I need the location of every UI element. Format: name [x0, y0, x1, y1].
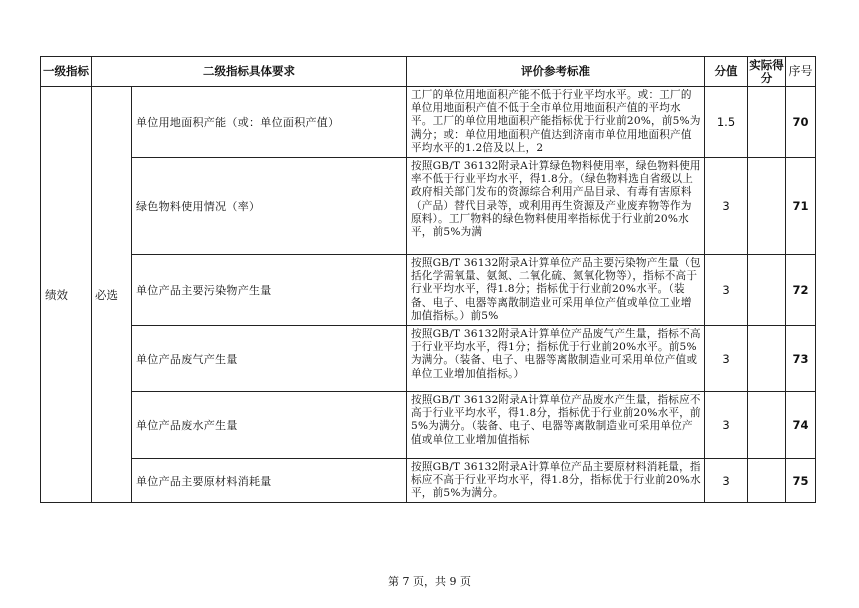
requirement-cell: 单位产品主要污染物产生量 [132, 255, 407, 326]
seq-cell: 75 [786, 459, 816, 503]
header-actual: 实际得分 [749, 57, 784, 85]
header-level2: 二级指标具体要求 [92, 57, 407, 87]
actual-score-cell [748, 459, 786, 503]
page-footer: 第 7 页，共 9 页 [388, 575, 471, 588]
seq-cell: 73 [786, 326, 816, 392]
actual-score-cell [748, 392, 786, 459]
requirement-cell: 单位用地面积产能（或：单位面积产值） [132, 87, 407, 158]
table-row [41, 459, 816, 503]
seq-cell: 74 [786, 392, 816, 459]
seq-cell: 72 [786, 255, 816, 326]
table-header-row [41, 57, 816, 87]
criteria-cell: 工厂的单位用地面积产能不低于行业平均水平。或：工厂的单位用地面积产值不低于全市单位用地面积产值的平均水平。工厂的单位用地面积产能指标优于行业前20%，前5%为满分；或：单位用地面积产值达到济南市单位用地面积产值平均水平的1.2倍及以上，2 [411, 89, 701, 154]
level1-cell: 绩效 [41, 87, 92, 503]
criteria-cell: 按照GB/T 36132附录A计算单位产品主要污染物产生量（包括化学需氧量、氨氮、二氧化硫、氮氧化物等），指标不高于行业平均水平，得1.8分；指标优于行业前20%水平。（装备、电子、电器等离散制造业可采用单位产值或单位工业增加值指标。）前5% [411, 257, 701, 322]
table-row [41, 392, 816, 459]
header-seq: 序号 [786, 57, 816, 87]
score-cell: 3 [705, 392, 748, 459]
table-row [41, 255, 816, 326]
table-row [41, 158, 816, 255]
score-cell: 3 [705, 459, 748, 503]
criteria-cell: 按照GB/T 36132附录A计算单位产品主要原材料消耗量，指标应不高于行业平均水平，得1.8分，指标优于行业前20%水平，前5%为满分。 [411, 461, 701, 500]
header-score: 分值 [705, 57, 748, 87]
requirement-cell: 单位产品废气产生量 [132, 326, 407, 392]
criteria-cell: 按照GB/T 36132附录A计算单位产品废水产生量，指标应不高于行业平均水平，得1.8分，指标优于行业前20%水平，前5%为满分。（装备、电子、电器等离散制造业可采用单位产值或单位工业增加值指标 [411, 394, 701, 446]
actual-score-cell [748, 326, 786, 392]
criteria-cell: 按照GB/T 36132附录A计算绿色物料使用率，绿色物料使用率不低于行业平均水平，得1.8分。（绿色物料选自省级以上政府相关部门发布的资源综合利用产品目录、有毒有害原料（产品）替代目录等，或利用再生资源及产业废弃物等作为原料）。工厂物料的绿色物料使用率指标优于行业前20%水平，前5%为满 [411, 160, 701, 239]
actual-score-cell [748, 158, 786, 255]
requirement-cell: 单位产品废水产生量 [132, 392, 407, 459]
evaluation-table [40, 56, 816, 503]
score-cell: 3 [705, 255, 748, 326]
required-cell: 必选 [92, 87, 132, 503]
requirement-cell: 绿色物料使用情况（率） [132, 158, 407, 255]
header-level1: 一级指标 [41, 57, 92, 87]
actual-score-cell [748, 255, 786, 326]
requirement-cell: 单位产品主要原材料消耗量 [132, 459, 407, 503]
seq-cell: 71 [786, 158, 816, 255]
score-cell: 3 [705, 158, 748, 255]
table-row [41, 326, 816, 392]
header-criteria: 评价参考标准 [407, 57, 705, 87]
table-row [41, 87, 816, 158]
actual-score-cell [748, 87, 786, 158]
score-cell: 3 [705, 326, 748, 392]
score-cell: 1.5 [705, 87, 748, 158]
seq-cell: 70 [786, 87, 816, 158]
criteria-cell: 按照GB/T 36132附录A计算单位产品废气产生量，指标不高于行业平均水平，得1分；指标优于行业前20%水平。前5%为满分。（装备、电子、电器等离散制造业可采用单位产值或单位工业增加值指标。） [411, 328, 701, 380]
